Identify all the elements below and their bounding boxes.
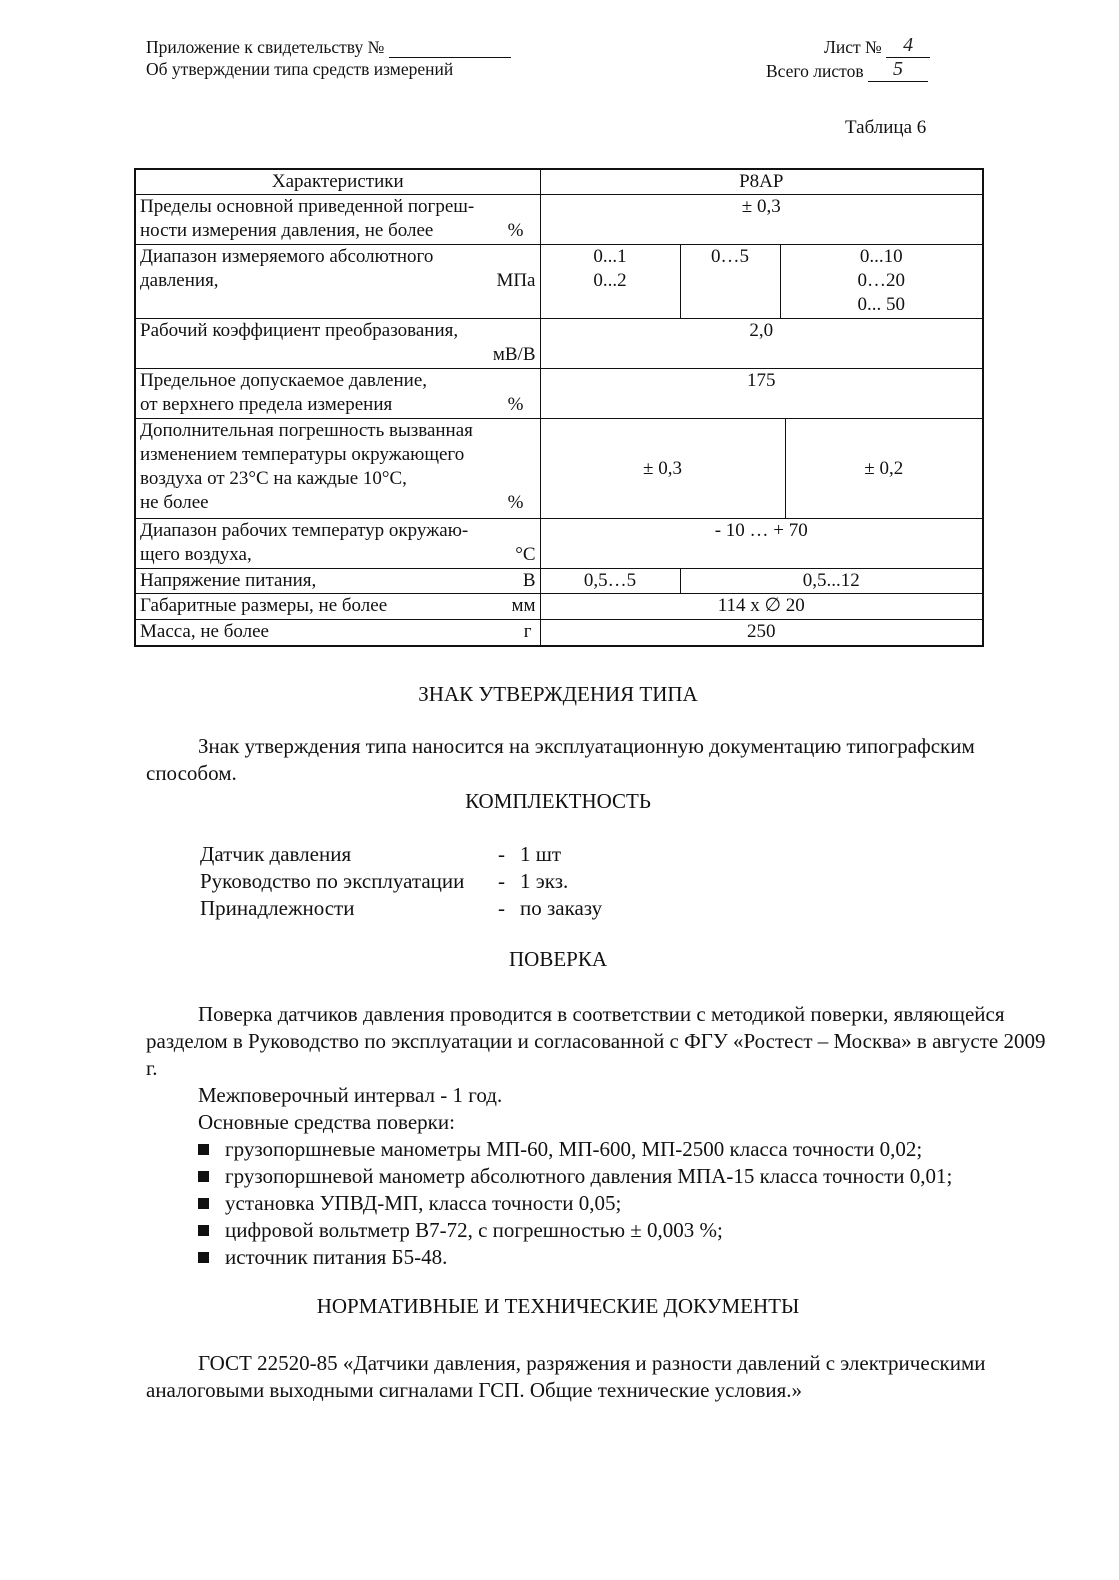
row-temperature-range <box>135 519 983 569</box>
sheet-blank <box>886 34 930 58</box>
item-qty: по заказу <box>520 896 603 920</box>
certificate-number-blank <box>389 40 511 58</box>
range-value-3a: 0...10 <box>859 246 903 267</box>
temp-error-label-2: изменением температуры окружающего <box>140 444 465 465</box>
item-qty: 1 экз. <box>520 869 569 893</box>
row-voltage-label <box>135 569 540 594</box>
temp-range-label-2: щего воздуха, <box>140 544 252 565</box>
bullet-square-icon <box>198 1171 209 1182</box>
approval-text-body: Знак утверждения типа наносится на эксплуатационную документацию типографским способом. <box>146 734 975 785</box>
means-item-text: источник питания Б5-48. <box>225 1245 448 1269</box>
overload-value: 175 <box>540 369 983 419</box>
list-item <box>198 1217 952 1244</box>
means-item-text: установка УПВД-МП, класса точности 0,05; <box>225 1191 622 1215</box>
mass-label-line <box>140 620 536 644</box>
dimensions-label-line <box>140 594 536 618</box>
sheet-handwritten-value: 4 <box>903 34 914 56</box>
mass-unit: г <box>523 621 532 642</box>
verification-interval: Межповерочный интервал - 1 год. <box>198 1083 503 1107</box>
sheet-number <box>824 36 930 58</box>
temp-range-label-2-line <box>140 543 536 567</box>
row-temp-error-label <box>135 419 540 519</box>
bullet-square-icon <box>198 1252 209 1263</box>
range-value-3c: 0... 50 <box>857 294 906 315</box>
mass-label: Масса, не более <box>140 621 269 642</box>
temp-error-label-4: не более <box>140 492 209 513</box>
voltage-value-b: 0,5...12 <box>680 569 983 594</box>
row-mass-label <box>135 620 540 646</box>
mass-value: 250 <box>540 620 983 646</box>
row-temp-range-label <box>135 519 540 569</box>
temp-error-label-1: Дополнительная погрешность вызванная <box>140 420 473 441</box>
row-mass <box>135 620 983 646</box>
temp-range-value: - 10 … + 70 <box>540 519 983 569</box>
approval-title: ЗНАК УТВЕРЖДЕНИЯ ТИПА <box>418 682 698 706</box>
verification-text <box>146 1001 1046 1082</box>
header-left-line1 <box>146 36 511 58</box>
temp-error-unit: % <box>507 492 524 513</box>
range-col-2 <box>680 245 780 319</box>
verification-title: ПОВЕРКА <box>508 947 608 971</box>
means-item-text: цифровой вольтметр В7-72, с погрешностью ± 0,003 %; <box>225 1218 723 1242</box>
total-blank <box>868 58 928 82</box>
range-value-2: 0…5 <box>711 246 749 267</box>
item-name: Руководство по эксплуатации <box>200 869 465 893</box>
overload-label-1: Предельное допускаемое давление, <box>140 370 428 391</box>
means-item-text: грузопоршневой манометр абсолютного давления МПА-15 класса точности 0,01; <box>225 1164 953 1188</box>
header-model: P8AP <box>540 169 983 195</box>
range-label-2-line <box>140 269 536 293</box>
row-range-label <box>135 245 540 319</box>
dimensions-label: Габаритные размеры, не более <box>140 595 388 616</box>
row-dimensions-label <box>135 594 540 620</box>
row-overload <box>135 369 983 419</box>
item-name: Датчик давления <box>200 842 352 866</box>
temp-error-label-3: воздуха от 23°С на каждые 10°С, <box>140 468 407 489</box>
range-unit: МПа <box>496 270 536 291</box>
normative-text <box>146 1350 1046 1404</box>
row-coefficient <box>135 319 983 369</box>
spec-table <box>134 168 984 647</box>
item-dash: - <box>498 869 505 893</box>
dimensions-unit: мм <box>511 595 536 616</box>
row-accuracy-label <box>135 195 540 245</box>
range-col-3 <box>780 245 983 319</box>
bullet-square-icon <box>198 1198 209 1209</box>
voltage-value-a: 0,5…5 <box>540 569 680 594</box>
approval-text <box>146 733 1046 787</box>
temp-error-label-4-line <box>140 491 536 515</box>
normative-text-body: ГОСТ 22520-85 «Датчики давления, разряжения и разности давлений с электрическими аналоговыми выходными сигналами ГСП. Общие технические условия.» <box>146 1351 986 1402</box>
temp-range-unit: °С <box>515 544 536 565</box>
table-header-row <box>135 169 983 195</box>
coef-label: Рабочий коэффициент преобразования, <box>140 320 459 341</box>
list-item <box>198 1244 952 1271</box>
header-characteristics: Характеристики <box>135 169 540 195</box>
range-label-2: давления, <box>140 270 219 291</box>
row-range <box>135 245 983 319</box>
row-overload-label <box>135 369 540 419</box>
verification-means-title: Основные средства поверки: <box>198 1110 455 1134</box>
range-value-1b: 0...2 <box>593 270 627 291</box>
verification-means-list <box>198 1136 952 1271</box>
row-temperature-error <box>135 419 983 519</box>
voltage-label-line <box>140 569 536 593</box>
temp-error-value-a: ± 0,3 <box>540 419 785 519</box>
range-col-1 <box>540 245 680 319</box>
temp-error-value-b: ± 0,2 <box>785 419 983 519</box>
header-left-line2: Об утверждении типа средств измерений <box>146 59 454 79</box>
item-name: Принадлежности <box>200 896 355 920</box>
completeness-title: КОМПЛЕКТНОСТЬ <box>465 789 651 813</box>
certificate-label: Приложение к свидетельству № <box>146 37 385 57</box>
row-accuracy <box>135 195 983 245</box>
list-item <box>200 868 602 895</box>
row-voltage <box>135 569 983 594</box>
list-item <box>200 895 602 922</box>
voltage-label: Напряжение питания, <box>140 570 317 591</box>
range-value-3b: 0…20 <box>857 270 906 291</box>
coef-value: 2,0 <box>540 319 983 369</box>
dimensions-value: 114 х ∅ 20 <box>540 594 983 620</box>
list-item <box>198 1163 952 1190</box>
temp-range-label-1: Диапазон рабочих температур окружаю- <box>140 520 469 541</box>
accuracy-unit: % <box>507 220 524 241</box>
row-coef-label <box>135 319 540 369</box>
row-dimensions <box>135 594 983 620</box>
table-caption: Таблица 6 <box>845 117 927 138</box>
bullet-square-icon <box>198 1225 209 1236</box>
total-handwritten-value: 5 <box>892 58 903 80</box>
total-label: Всего листов <box>766 61 864 81</box>
list-item <box>200 841 602 868</box>
accuracy-value: ± 0,3 <box>540 195 983 245</box>
item-qty: 1 шт <box>520 842 562 866</box>
normative-title: НОРМАТИВНЫЕ И ТЕХНИЧЕСКИЕ ДОКУМЕНТЫ <box>316 1294 800 1318</box>
means-item-text: грузопоршневые манометры МП-60, МП-600, МП-2500 класса точности 0,02; <box>225 1137 923 1161</box>
bullet-square-icon <box>198 1144 209 1155</box>
item-dash: - <box>498 896 505 920</box>
list-item <box>198 1136 952 1163</box>
list-item <box>198 1190 952 1217</box>
range-value-1a: 0...1 <box>593 246 627 267</box>
sheet-label: Лист № <box>824 37 882 57</box>
voltage-unit: В <box>522 570 536 591</box>
overload-label-2: от верхнего предела измерения <box>140 394 393 415</box>
item-dash: - <box>498 842 505 866</box>
range-label-1: Диапазон измеряемого абсолютного <box>140 246 434 267</box>
verification-text-body: Поверка датчиков давления проводится в соответствии с методикой поверки, являющейся разделом в Руководство по эксплуатации и согласованной с ФГУ «Ростест – Москва» в августе 2009 г. <box>146 1002 1046 1080</box>
accuracy-label-2-line <box>140 219 536 243</box>
total-sheets <box>766 60 928 82</box>
overload-unit: % <box>507 394 524 415</box>
overload-label-2-line <box>140 393 536 417</box>
accuracy-label-2: ности измерения давления, не более <box>140 220 434 241</box>
coef-unit: мВ/В <box>492 344 536 365</box>
completeness-list <box>200 841 602 922</box>
accuracy-label-1: Пределы основной приведенной погреш- <box>140 196 475 217</box>
